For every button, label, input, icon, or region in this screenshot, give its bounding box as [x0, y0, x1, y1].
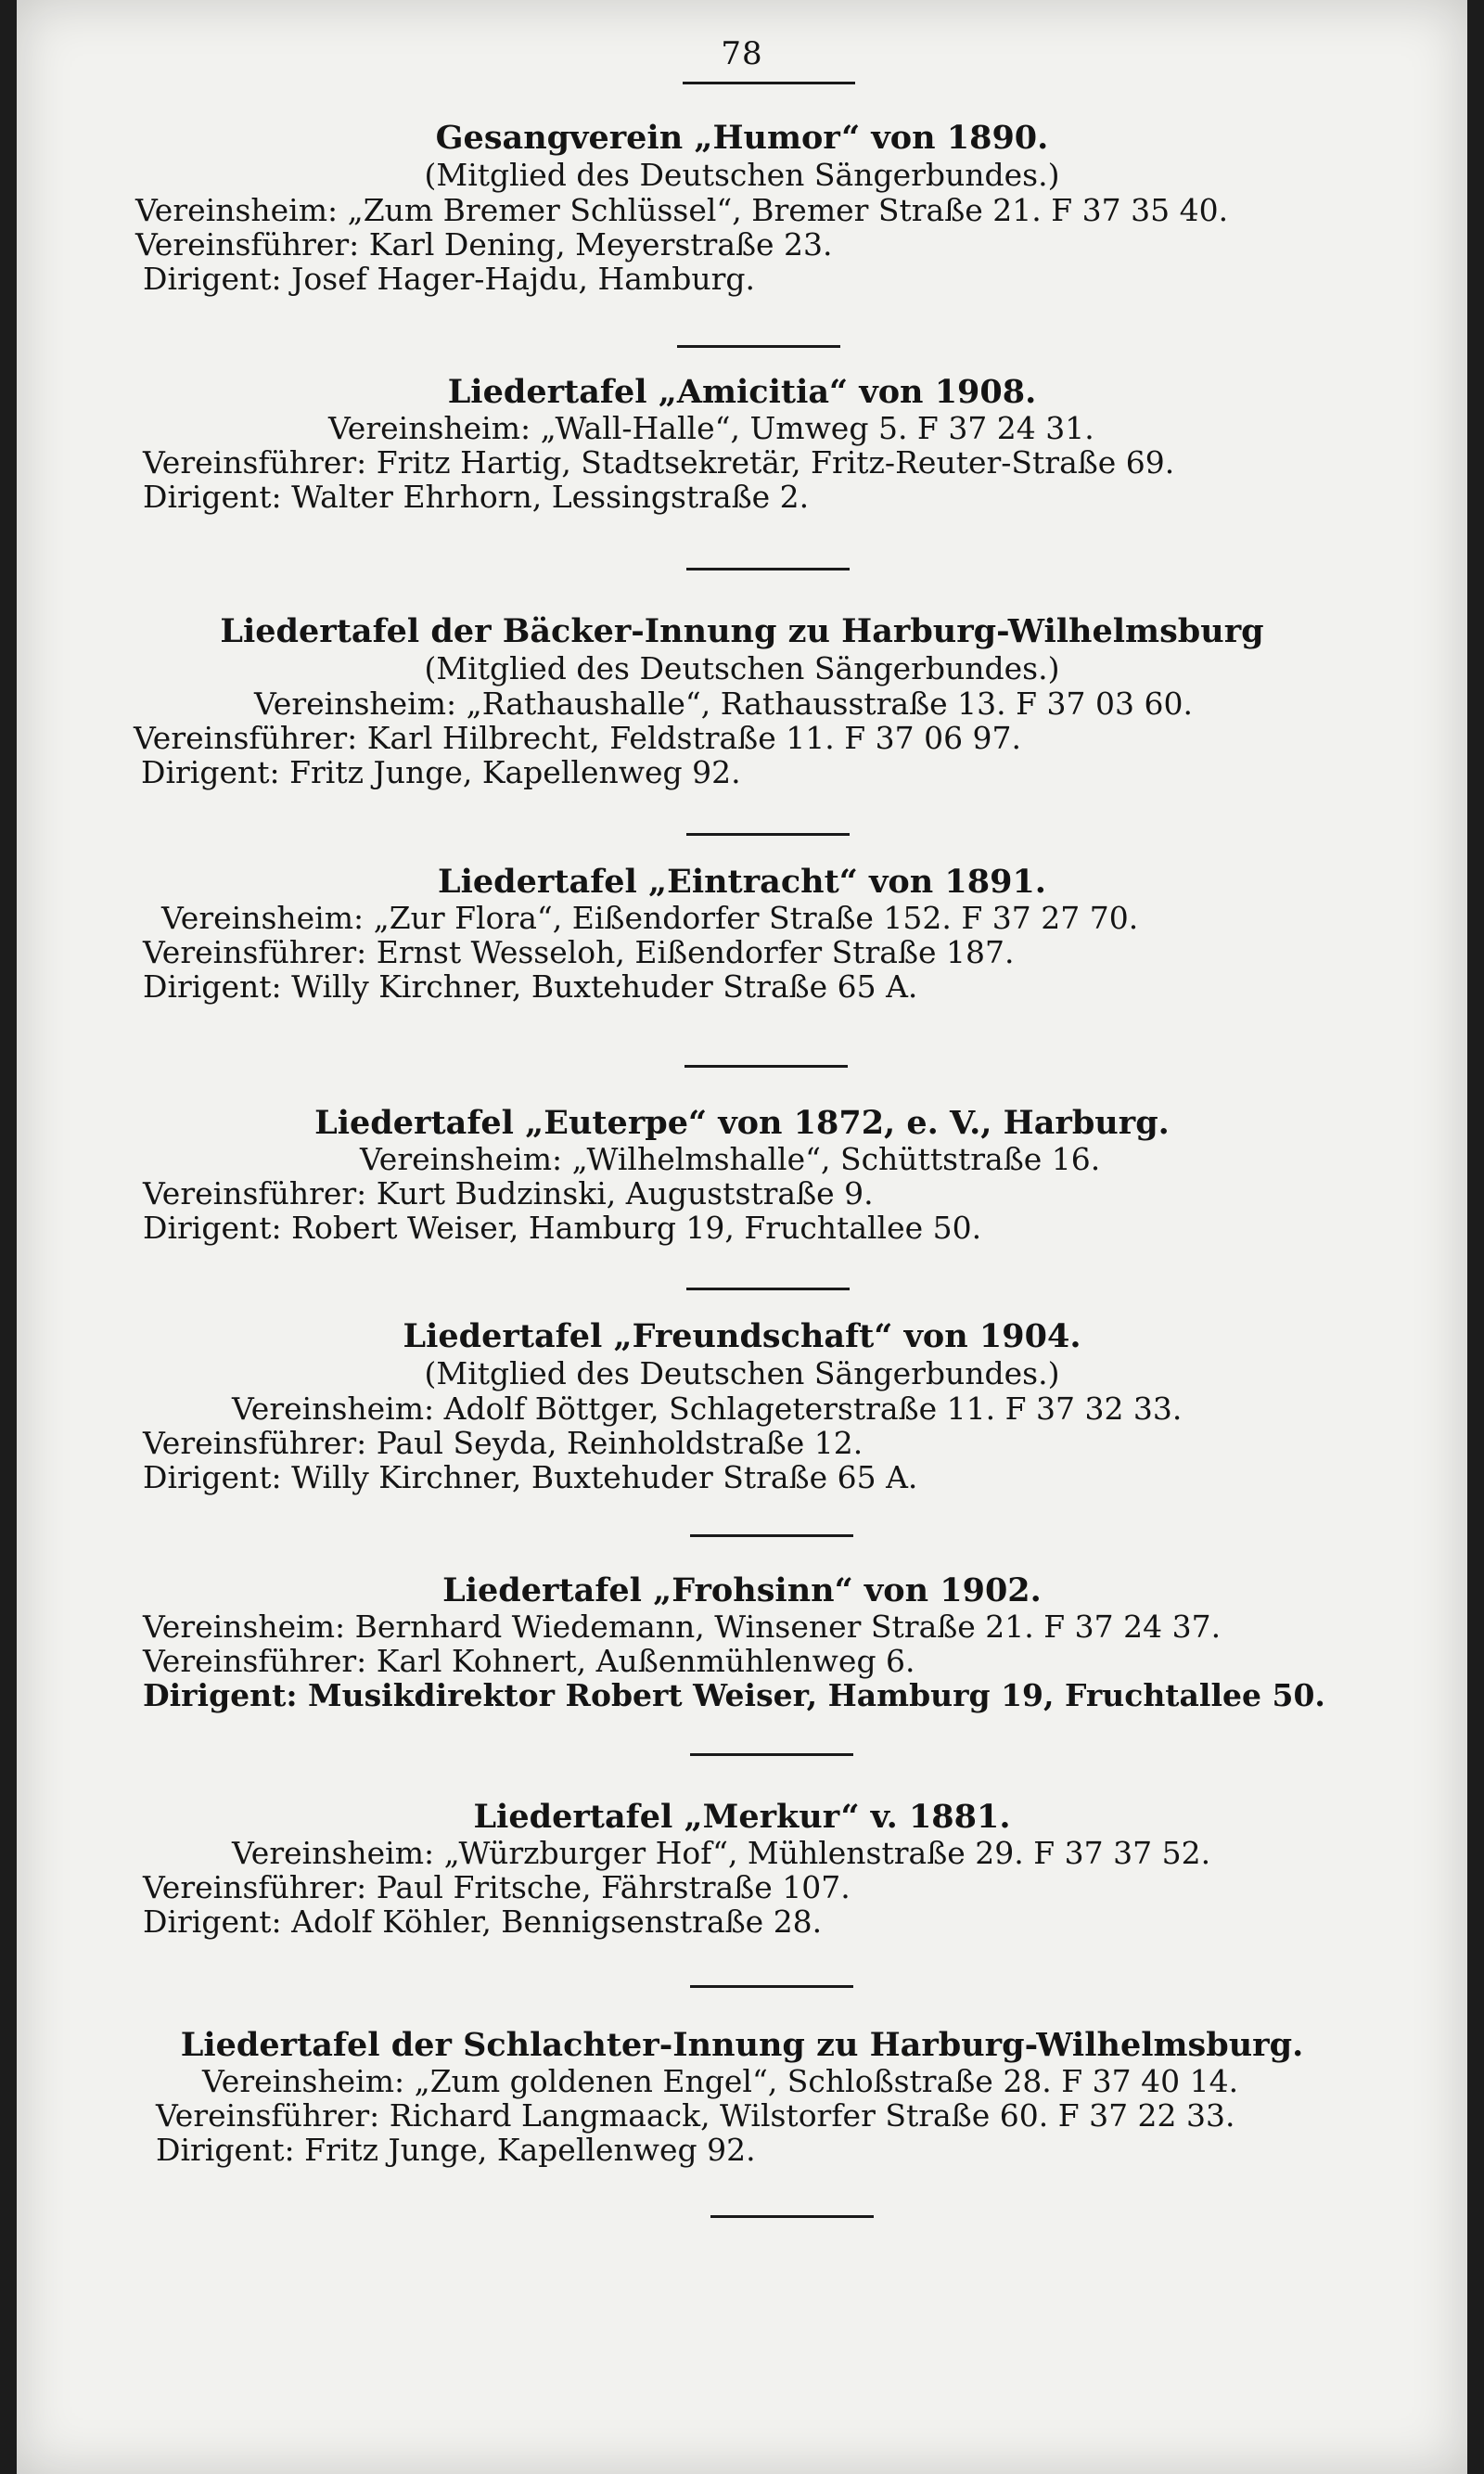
- club-note: (Mitglied des Deutschen Sängerbundes.): [424, 157, 1060, 193]
- club-title: Liedertafel „Frohsinn“ von 1902.: [442, 1571, 1042, 1609]
- club-venue: Vereinsheim: „Wall-Halle“, Umweg 5. F 37 24 31.: [328, 410, 1094, 446]
- club-leader: Vereinsführer: Ernst Wesseloh, Eißendorfer Straße 187.: [143, 934, 1015, 970]
- club-venue: Vereinsheim: „Rathaushalle“, Rathausstraße 13. F 37 03 60.: [254, 686, 1193, 722]
- club-venue: Vereinsheim: „Zum Bremer Schlüssel“, Bremer Straße 21. F 37 35 40.: [135, 192, 1229, 228]
- club-leader: Vereinsführer: Kurt Budzinski, Auguststraße 9.: [143, 1175, 874, 1211]
- club-title: Liedertafel „Euterpe“ von 1872, e. V., Harburg.: [314, 1104, 1170, 1142]
- club-title: Liedertafel „Freundschaft“ von 1904.: [403, 1317, 1081, 1355]
- club-entry: [17, 1798, 1467, 1939]
- club-conductor: Dirigent: Robert Weiser, Hamburg 19, Fruchtallee 50.: [143, 1210, 982, 1246]
- separator-rule: [686, 833, 850, 836]
- club-conductor: Dirigent: Willy Kirchner, Buxtehuder Straße 65 A.: [143, 968, 918, 1005]
- separator-rule: [690, 1985, 853, 1988]
- separator-rule: [686, 568, 850, 570]
- club-title: Liedertafel der Bäcker-Innung zu Harburg-Wilhelmsburg: [220, 612, 1264, 650]
- club-entry: [17, 1317, 1467, 1494]
- club-leader: Vereinsführer: Karl Kohnert, Außenmühlenweg 6.: [143, 1643, 915, 1679]
- club-note: (Mitglied des Deutschen Sängerbundes.): [424, 1355, 1060, 1391]
- club-venue: Vereinsheim: „Würzburger Hof“, Mühlenstraße 29. F 37 37 52.: [232, 1835, 1211, 1871]
- club-venue: Vereinsheim: Bernhard Wiedemann, Winsener Straße 21. F 37 24 37.: [143, 1609, 1222, 1645]
- club-entry: [17, 2026, 1467, 2167]
- separator-rule: [690, 1753, 853, 1756]
- header-rule: [683, 82, 855, 84]
- club-title: Liedertafel der Schlachter-Innung zu Harburg-Wilhelmsburg.: [180, 2026, 1304, 2064]
- club-venue: Vereinsheim: „Zur Flora“, Eißendorfer Straße 152. F 37 27 70.: [161, 900, 1139, 936]
- separator-rule: [677, 345, 840, 348]
- club-leader: Vereinsführer: Paul Seyda, Reinholdstraße 12.: [143, 1425, 864, 1461]
- club-conductor: Dirigent: Walter Ehrhorn, Lessingstraße 2.: [143, 479, 810, 515]
- separator-rule: [710, 2215, 874, 2218]
- club-venue: Vereinsheim: „Wilhelmshalle“, Schüttstraße 16.: [360, 1141, 1101, 1177]
- club-conductor: Dirigent: Adolf Köhler, Bennigsenstraße 28.: [143, 1904, 823, 1940]
- club-leader: Vereinsführer: Paul Fritsche, Fährstraße 107.: [143, 1869, 851, 1905]
- book-page: [17, 0, 1467, 2474]
- separator-rule: [690, 1534, 853, 1537]
- club-entry: [17, 373, 1467, 514]
- club-venue: Vereinsheim: Adolf Böttger, Schlageterstraße 11. F 37 32 33.: [232, 1391, 1183, 1427]
- club-entry: [17, 1104, 1467, 1245]
- club-title: Liedertafel „Eintracht“ von 1891.: [438, 863, 1046, 901]
- club-entry: [17, 612, 1467, 789]
- club-conductor: Dirigent: Fritz Junge, Kapellenweg 92.: [156, 2132, 756, 2168]
- club-title: Liedertafel „Amicitia“ von 1908.: [447, 373, 1037, 411]
- separator-rule: [684, 1065, 848, 1068]
- club-conductor: Dirigent: Musikdirektor Robert Weiser, Hamburg 19, Fruchtallee 50.: [143, 1677, 1325, 1713]
- separator-rule: [686, 1288, 850, 1290]
- club-entry: [17, 119, 1467, 296]
- club-entry: [17, 1571, 1467, 1712]
- club-leader: Vereinsführer: Karl Hilbrecht, Feldstraße 11. F 37 06 97.: [134, 720, 1022, 756]
- club-note: (Mitglied des Deutschen Sängerbundes.): [424, 650, 1060, 686]
- club-conductor: Dirigent: Willy Kirchner, Buxtehuder Straße 65 A.: [143, 1459, 918, 1495]
- page-number: 78: [721, 35, 763, 72]
- club-entry: [17, 863, 1467, 1004]
- club-title: Gesangverein „Humor“ von 1890.: [435, 119, 1049, 157]
- club-leader: Vereinsführer: Richard Langmaack, Wilstorfer Straße 60. F 37 22 33.: [156, 2097, 1235, 2134]
- club-leader: Vereinsführer: Fritz Hartig, Stadtsekretär, Fritz-Reuter-Straße 69.: [143, 444, 1175, 481]
- club-leader: Vereinsführer: Karl Dening, Meyerstraße 23.: [135, 226, 833, 263]
- club-venue: Vereinsheim: „Zum goldenen Engel“, Schloßstraße 28. F 37 40 14.: [202, 2063, 1239, 2099]
- club-conductor: Dirigent: Josef Hager-Hajdu, Hamburg.: [143, 261, 755, 297]
- club-conductor: Dirigent: Fritz Junge, Kapellenweg 92.: [141, 754, 741, 790]
- club-title: Liedertafel „Merkur“ v. 1881.: [473, 1798, 1011, 1836]
